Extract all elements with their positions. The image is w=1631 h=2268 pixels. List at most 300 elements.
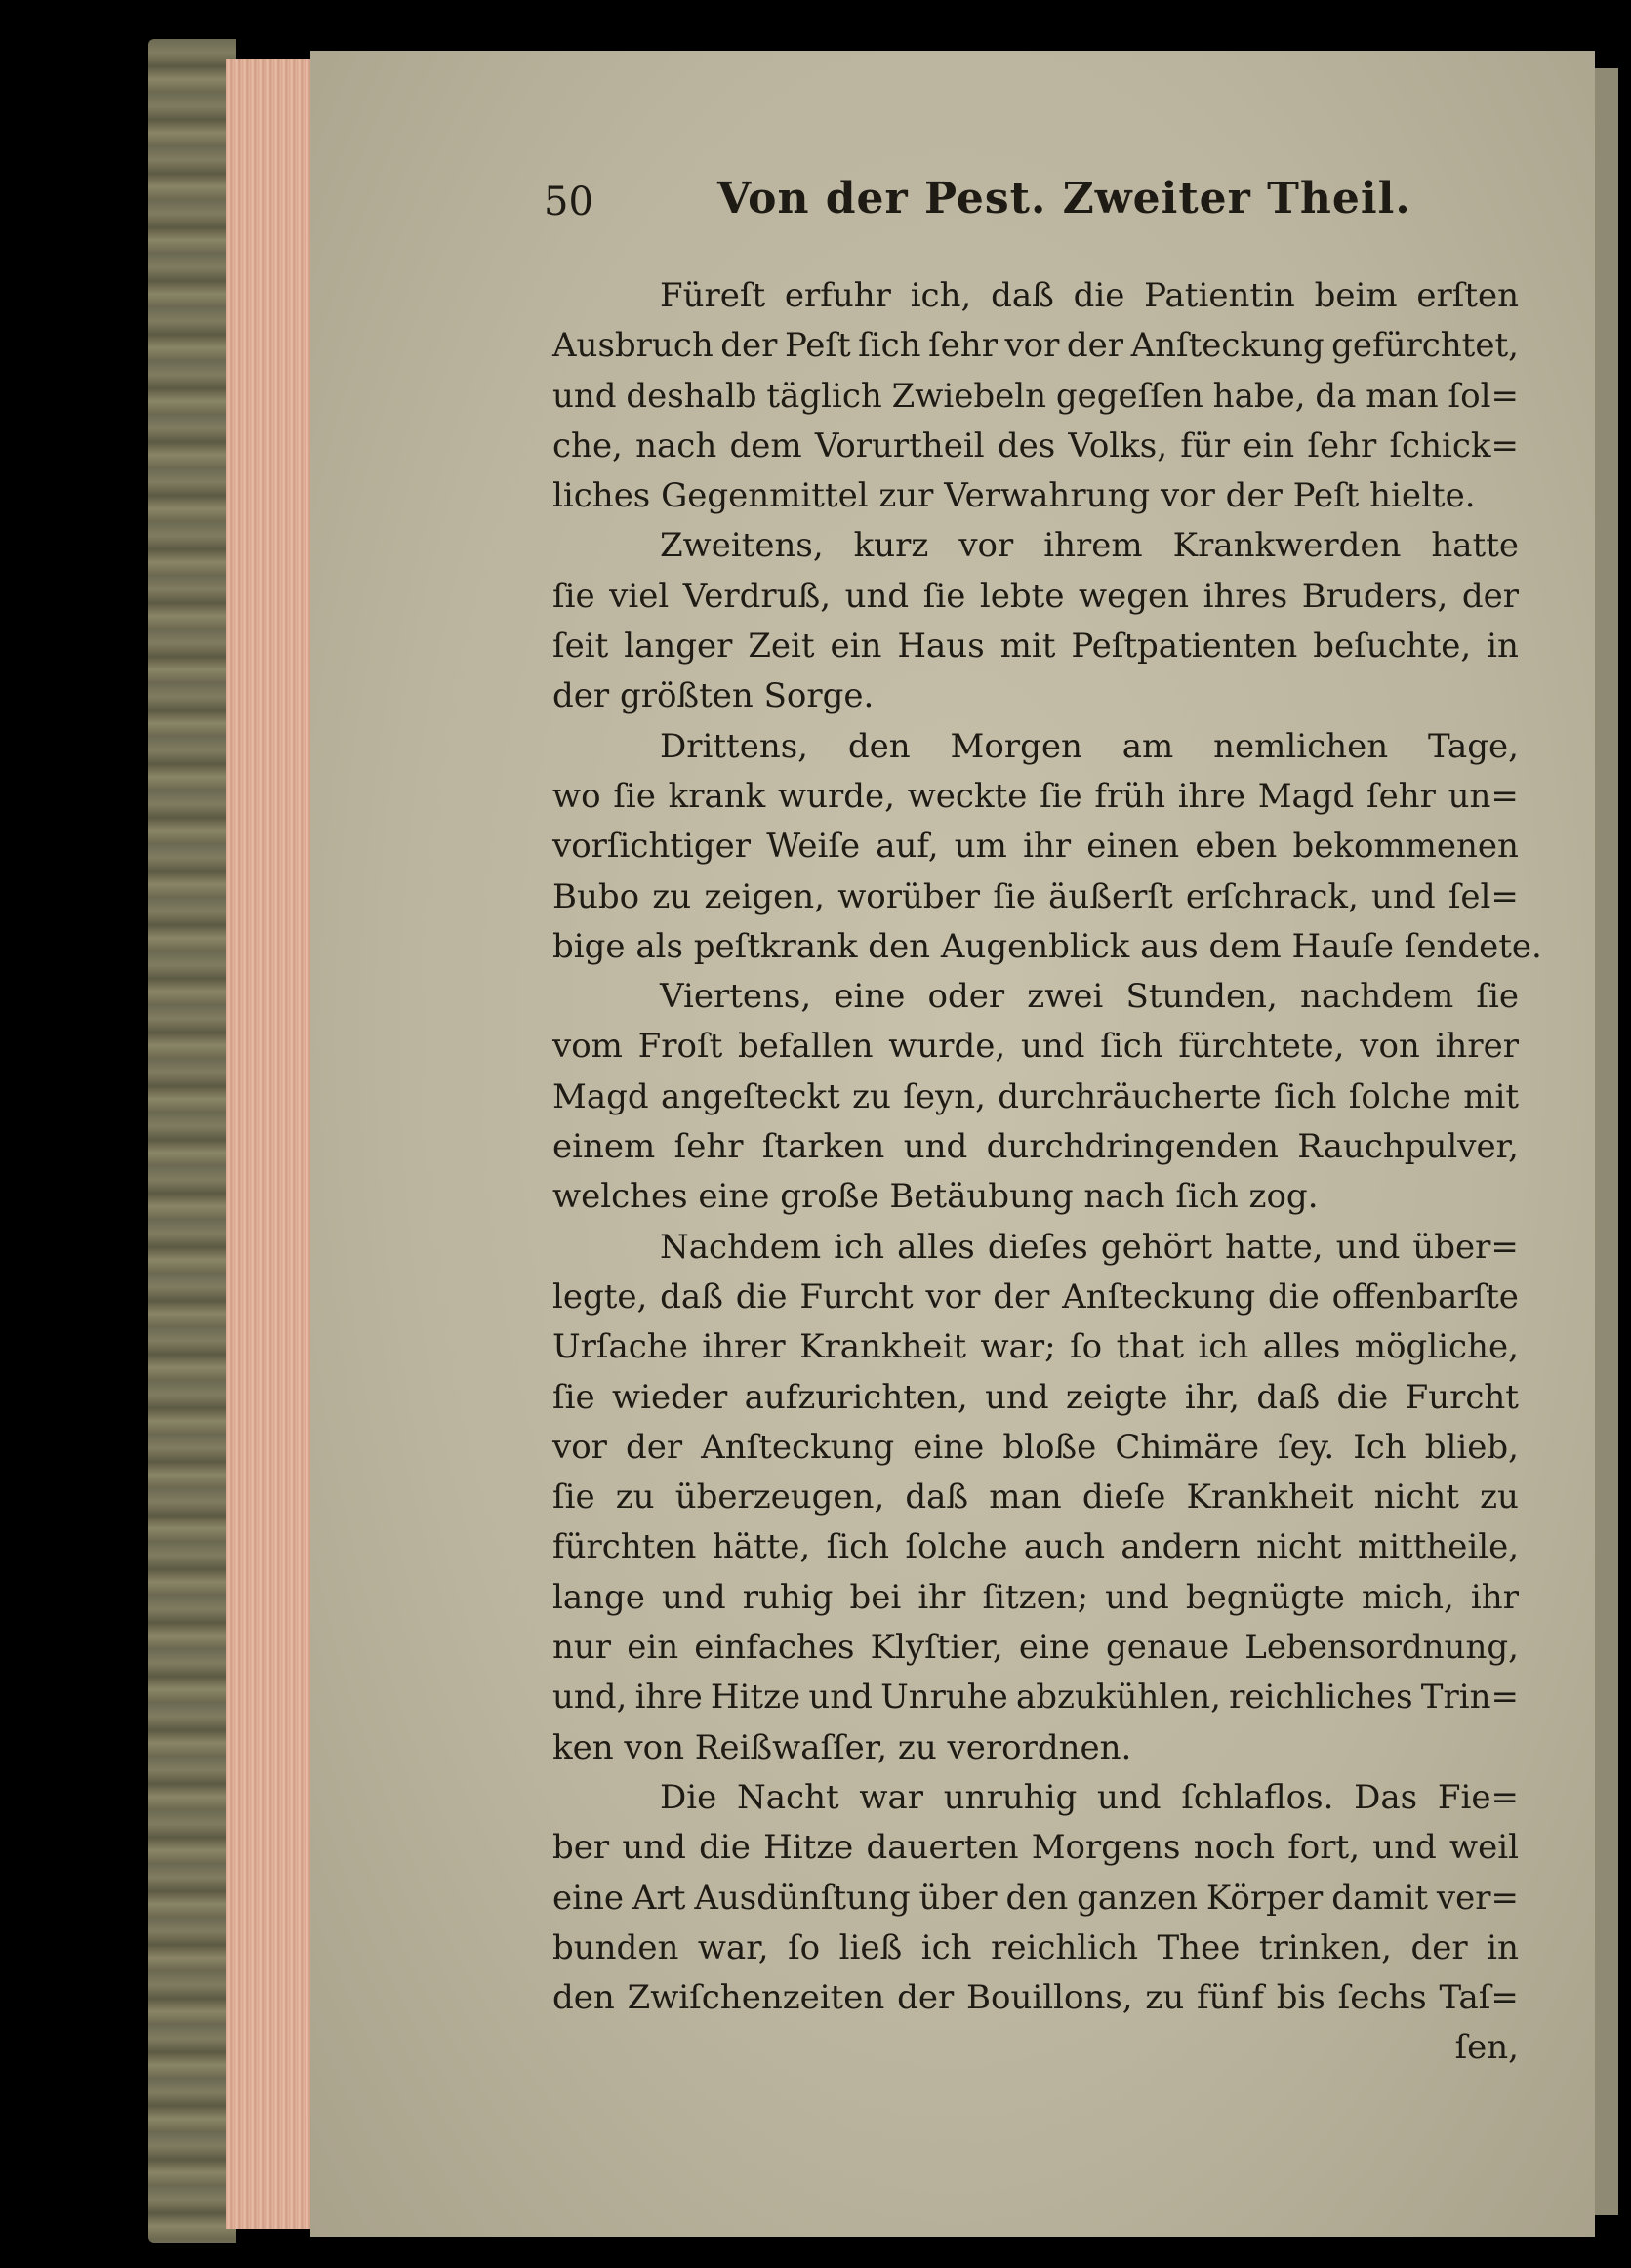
word: Ausbruch <box>552 326 714 366</box>
word: beſuchte, <box>1313 627 1472 667</box>
word: kurz <box>853 526 929 566</box>
word: eine <box>1018 1628 1090 1668</box>
text-line <box>552 1874 1519 1924</box>
word: gehört <box>1100 1227 1213 1267</box>
word: zu <box>652 876 692 916</box>
page-edges <box>226 59 316 2229</box>
word: Magd <box>552 1076 649 1116</box>
word: offenbarſte <box>1331 1276 1519 1316</box>
word: Krankwerden <box>1172 526 1402 566</box>
word: Weiſe <box>766 827 861 867</box>
text-line: ſen, <box>1454 2028 1519 2068</box>
word: nach <box>635 425 717 466</box>
text-line <box>552 822 1519 871</box>
word: und <box>662 1577 726 1617</box>
word: fort, <box>1287 1828 1360 1868</box>
word: den <box>552 1978 615 2018</box>
word: that <box>1116 1327 1185 1367</box>
word: weckte <box>907 776 1028 816</box>
word: ſolche <box>1348 1076 1451 1116</box>
word: der <box>897 1978 955 2018</box>
word: eine <box>552 1878 625 1918</box>
word: täglich <box>766 376 882 416</box>
word: angeſteckt <box>661 1076 840 1116</box>
word: Bruders, <box>1301 576 1448 616</box>
word: bunden <box>552 1927 679 1967</box>
word: nemlichen <box>1213 726 1389 766</box>
word: da <box>1315 376 1357 416</box>
word: daß <box>660 1276 723 1316</box>
word: mich, <box>1361 1577 1454 1617</box>
word: nachdem <box>1300 977 1454 1017</box>
word: die <box>699 1828 751 1868</box>
word: Fie= <box>1437 1777 1519 1817</box>
word: nur <box>552 1628 612 1668</box>
word: Bouillons, <box>966 1978 1133 2018</box>
book-cover-board <box>148 39 236 2243</box>
word: ſie <box>993 876 1036 916</box>
word: für <box>1180 425 1230 466</box>
word: ſie <box>922 576 966 616</box>
word: ſie <box>613 776 656 816</box>
word: ſolche <box>905 1527 1008 1567</box>
text-line <box>552 372 1519 422</box>
word: ließ <box>838 1927 903 1967</box>
word: Unruhe <box>880 1678 1008 1718</box>
word: ſchick= <box>1389 425 1519 466</box>
word: wurde, <box>778 776 895 816</box>
word: abzukühlen, <box>1016 1678 1221 1718</box>
text-line <box>552 521 1519 571</box>
text-line <box>552 1522 1519 1572</box>
word: Körper <box>1205 1878 1324 1918</box>
text-line <box>552 1773 1519 1823</box>
word: vor <box>1004 326 1060 366</box>
word: Tage, <box>1427 726 1519 766</box>
word: Vorurtheil <box>814 425 985 466</box>
word: Ich <box>1353 1427 1407 1467</box>
word: die <box>1336 1377 1389 1417</box>
word: bloße <box>1002 1427 1097 1467</box>
text-line <box>552 1122 1519 1172</box>
text-line <box>552 1623 1519 1673</box>
word: reichlich <box>991 1927 1138 1967</box>
word: lebte <box>979 576 1065 616</box>
word: erfuhr <box>784 276 891 315</box>
word: und <box>985 1377 1049 1417</box>
word: damit <box>1331 1878 1428 1918</box>
word: Anſteckung <box>1062 1276 1256 1316</box>
word: der <box>1410 1927 1468 1967</box>
text-line <box>552 271 1519 321</box>
word: hatte <box>1431 526 1519 566</box>
word: un= <box>1448 776 1519 816</box>
word: befallen <box>737 1027 874 1067</box>
text-line <box>552 1823 1519 1873</box>
text-line <box>552 572 1519 622</box>
word: langer <box>624 627 733 667</box>
word: oder <box>927 977 1005 1017</box>
word: einen <box>1086 827 1180 867</box>
text-line <box>552 1924 1519 1973</box>
word: gefürchtet, <box>1331 326 1519 366</box>
text-line <box>552 1273 1519 1322</box>
word: früh <box>1094 776 1166 816</box>
word: zu <box>1480 1478 1519 1518</box>
word: che, <box>552 425 623 466</box>
word: ich <box>1198 1327 1249 1367</box>
word: eine <box>913 1427 985 1467</box>
word: erſten <box>1416 276 1519 315</box>
text-line <box>552 1573 1519 1623</box>
word: Morgens <box>1031 1828 1181 1868</box>
text-line <box>552 1022 1519 1072</box>
word: ſich <box>826 1527 890 1567</box>
word: gegeſſen <box>1055 376 1203 416</box>
word: wieder <box>611 1377 728 1417</box>
text-line <box>552 321 1519 371</box>
word: hatte, <box>1225 1227 1324 1267</box>
word: der <box>720 326 778 366</box>
word: ſie <box>1040 776 1082 816</box>
text-line: liches Gegenmittel zur Verwahrung vor der Peſt hielte. <box>552 476 1476 516</box>
word: eben <box>1195 827 1278 867</box>
word: und <box>1097 1777 1162 1817</box>
word: ſo <box>1070 1327 1103 1367</box>
word: ihr <box>1023 827 1072 867</box>
word: wo <box>552 776 601 816</box>
word: ſey. <box>1278 1427 1335 1467</box>
word: fürchtete, <box>1178 1027 1345 1067</box>
word: man <box>989 1478 1062 1518</box>
word: Stunden, <box>1125 977 1278 1017</box>
word: bekommenen <box>1292 827 1519 867</box>
word: Zwiebeln <box>891 376 1047 416</box>
word: mittheile, <box>1357 1527 1519 1567</box>
word: fünf <box>1197 1978 1264 2018</box>
word: durchräucherte <box>998 1076 1262 1116</box>
word: Rauchpulver, <box>1297 1127 1519 1167</box>
text-line: der größten Sorge. <box>552 676 875 716</box>
word: Hitze <box>710 1678 801 1718</box>
word: ſehr <box>928 326 998 366</box>
body-text <box>552 271 1542 2074</box>
word: ſeit <box>552 627 609 667</box>
word: Nachdem <box>660 1227 822 1267</box>
word: zu <box>852 1076 891 1116</box>
word: ihr <box>917 1577 966 1617</box>
word: ganzen <box>1077 1878 1199 1918</box>
word: Urſache <box>552 1327 688 1367</box>
word: worüber <box>837 876 981 916</box>
word: und <box>1105 1577 1169 1617</box>
word: Zweitens, <box>660 526 824 566</box>
word: ein <box>830 627 882 667</box>
word: der <box>625 1427 683 1467</box>
word: Furcht <box>1405 1377 1519 1417</box>
word: ſie <box>552 1478 595 1518</box>
word: und <box>622 1828 686 1868</box>
word: Bubo <box>552 876 640 916</box>
word: mit <box>999 627 1056 667</box>
word: Anſteckung <box>701 1427 895 1467</box>
text-line <box>552 1073 1519 1122</box>
word: man <box>1366 376 1439 416</box>
word: ihrer <box>702 1327 786 1367</box>
word: von <box>1360 1027 1420 1067</box>
word: Drittens, <box>660 726 808 766</box>
word: Nacht <box>737 1777 839 1817</box>
word: und <box>1372 1828 1437 1868</box>
word: Patientin <box>1144 276 1295 315</box>
word: unruhig <box>943 1777 1078 1817</box>
word: und <box>808 1678 873 1718</box>
word: ver= <box>1436 1878 1519 1918</box>
word: ſitzen; <box>982 1577 1089 1617</box>
word: Viertens, <box>660 977 812 1017</box>
word: Ausdünſtung <box>694 1878 911 1918</box>
text-line: bige als peſtkrank den Augenblick aus dem Hauſe ſendete. <box>552 926 1542 966</box>
word: lange <box>552 1577 645 1617</box>
word: vom <box>552 1027 623 1067</box>
word: Magd <box>1257 776 1355 816</box>
word: die <box>1268 1276 1320 1316</box>
word: Furcht <box>799 1276 914 1316</box>
word: war <box>859 1777 924 1817</box>
page-header <box>544 174 1411 242</box>
word: ihr <box>1470 1577 1519 1617</box>
word: mögliche, <box>1354 1327 1519 1367</box>
word: Trin= <box>1420 1678 1519 1718</box>
word: ſel= <box>1448 876 1519 916</box>
word: mit <box>1463 1076 1519 1116</box>
word: ein <box>627 1628 679 1668</box>
word: Verdruß, <box>682 576 832 616</box>
word: ſie <box>1476 977 1519 1017</box>
word: zu <box>1145 1978 1185 2018</box>
word: ſo <box>788 1927 821 1967</box>
word: ihre <box>634 1678 703 1718</box>
word: ſechs <box>1337 1978 1427 2018</box>
word: alles <box>1262 1327 1341 1367</box>
word: Taſ= <box>1439 1978 1519 2018</box>
word: Hitze <box>763 1828 854 1868</box>
word: Thee <box>1157 1927 1241 1967</box>
word: nicht <box>1373 1478 1459 1518</box>
text-line: welches eine große Betäubung nach ſich zog. <box>552 1177 1319 1217</box>
word: eine <box>834 977 906 1017</box>
text-line <box>552 972 1519 1022</box>
word: um <box>954 827 1007 867</box>
word: in <box>1487 1927 1519 1967</box>
word: Peſt <box>784 326 851 366</box>
word: Krankheit <box>1186 1478 1354 1518</box>
word: über <box>918 1878 998 1918</box>
word: ruhig <box>742 1577 834 1617</box>
word: der <box>1461 576 1519 616</box>
text-line <box>552 772 1519 822</box>
word: ſich <box>858 326 921 366</box>
word: erſchrack, <box>1185 876 1359 916</box>
word: bei <box>849 1577 902 1617</box>
word: vor <box>925 1276 981 1316</box>
word: trinken, <box>1258 1927 1392 1967</box>
text-line <box>552 1423 1519 1473</box>
word: den <box>847 726 911 766</box>
word: Klyſtier, <box>870 1628 1003 1668</box>
word: war, <box>697 1927 769 1967</box>
word: ein <box>1243 425 1295 466</box>
running-head: Von der Pest. Zweiter Theil. <box>717 174 1411 223</box>
word: zeigte <box>1066 1377 1168 1417</box>
word: Peſtpatienten <box>1071 627 1298 667</box>
word: und <box>1335 1227 1401 1267</box>
word: zwei <box>1027 977 1104 1017</box>
word: ſich <box>1274 1076 1337 1116</box>
word: bis <box>1276 1978 1325 2018</box>
word: Froſt <box>637 1027 723 1067</box>
word: die <box>1073 276 1125 315</box>
word: und <box>844 576 910 616</box>
word: wurde, <box>888 1027 1006 1067</box>
word: einfaches <box>694 1628 855 1668</box>
word: hätte, <box>712 1527 811 1567</box>
word: ich <box>834 1227 885 1267</box>
text-line <box>552 1223 1519 1273</box>
word: ſol= <box>1448 376 1519 416</box>
word: daß <box>991 276 1054 315</box>
word: und <box>903 1127 968 1167</box>
word: daß <box>1256 1377 1321 1417</box>
word: einem <box>552 1127 656 1167</box>
word: legte, <box>552 1276 648 1316</box>
word: Das <box>1354 1777 1418 1817</box>
text-line <box>552 422 1519 471</box>
text-line <box>552 1373 1519 1423</box>
word: deshalb <box>626 376 757 416</box>
word: ihre <box>1177 776 1245 816</box>
text-line <box>552 1673 1519 1722</box>
word: die <box>735 1276 788 1316</box>
word: dem <box>729 425 802 466</box>
text-line <box>552 1322 1519 1372</box>
word: war; <box>980 1327 1056 1367</box>
word: vorſichtiger <box>552 827 752 867</box>
word: Art <box>632 1878 686 1918</box>
word: daß <box>905 1478 969 1518</box>
word: viel <box>609 576 670 616</box>
word: ſehr <box>1366 776 1436 816</box>
word: Die <box>660 1777 717 1817</box>
word: habe, <box>1212 376 1306 416</box>
word: Morgen <box>950 726 1082 766</box>
word: dauerten <box>866 1828 1019 1868</box>
word: auch <box>1023 1527 1105 1567</box>
word: den <box>1005 1878 1069 1918</box>
word: Krankheit <box>799 1327 967 1367</box>
word: und <box>1020 1027 1085 1067</box>
word: ihres <box>1203 576 1288 616</box>
word: noch <box>1193 1828 1276 1868</box>
word: ihrem <box>1043 526 1143 566</box>
word: fürchten <box>552 1527 697 1567</box>
word: auf, <box>876 827 939 867</box>
word: weil <box>1448 1828 1519 1868</box>
word: über= <box>1412 1227 1519 1267</box>
word: vor <box>552 1427 607 1467</box>
word: genaue <box>1106 1628 1230 1668</box>
word: Zeit <box>748 627 815 667</box>
word: andern <box>1121 1527 1241 1567</box>
word: ihr, <box>1184 1377 1240 1417</box>
word: zeigen, <box>704 876 825 916</box>
word: ſich <box>1100 1027 1163 1067</box>
word: zu <box>615 1478 655 1518</box>
word: und, <box>552 1678 628 1718</box>
word: ihrer <box>1435 1027 1519 1067</box>
word: und <box>552 376 617 416</box>
word: dieſes <box>987 1227 1088 1267</box>
word: ſehr <box>673 1127 744 1167</box>
word: ſie <box>552 1377 595 1417</box>
word: durchdringenden <box>986 1127 1279 1167</box>
word: ſtarken <box>761 1127 885 1167</box>
text-line <box>552 872 1519 922</box>
word: wegen <box>1079 576 1190 616</box>
text-line <box>552 1473 1519 1522</box>
word: Volks, <box>1068 425 1168 466</box>
word: der <box>993 1276 1050 1316</box>
word: dieſe <box>1081 1478 1166 1518</box>
word: und <box>1371 876 1436 916</box>
page-number: 50 <box>544 180 593 224</box>
word: ſchlaflos. <box>1181 1777 1334 1817</box>
word: ich, <box>910 276 972 315</box>
word: begnügte <box>1185 1577 1345 1617</box>
word: Füreſt <box>660 276 766 315</box>
word: überzeugen, <box>674 1478 885 1518</box>
word: ber <box>552 1828 610 1868</box>
word: äußerſt <box>1048 876 1173 916</box>
text-line <box>552 1973 1519 2023</box>
word: ſehr <box>1307 425 1377 466</box>
word: am <box>1121 726 1174 766</box>
text-line <box>552 622 1519 671</box>
word: beim <box>1314 276 1398 315</box>
word: blieb, <box>1424 1427 1519 1467</box>
text-line: ken von Reißwaſſer, zu verordnen. <box>552 1727 1132 1767</box>
word: Chimäre <box>1115 1427 1259 1467</box>
word: des <box>997 425 1056 466</box>
word: in <box>1487 627 1519 667</box>
word: ſie <box>552 576 595 616</box>
word: Haus <box>897 627 985 667</box>
word: der <box>1066 326 1124 366</box>
word: aufzurichten, <box>744 1377 968 1417</box>
word: krank <box>668 776 766 816</box>
facing-page-edge <box>1595 68 1618 2215</box>
word: alles <box>897 1227 975 1267</box>
text-line <box>552 722 1519 772</box>
word: vor <box>958 526 1014 566</box>
word: nicht <box>1256 1527 1342 1567</box>
word: reichliches <box>1229 1678 1413 1718</box>
word: Zwiſchenzeiten <box>627 1978 885 2018</box>
word: Lebensordnung, <box>1244 1628 1519 1668</box>
word: ich <box>920 1927 972 1967</box>
word: ſeyn, <box>903 1076 986 1116</box>
word: Anſteckung <box>1130 326 1325 366</box>
